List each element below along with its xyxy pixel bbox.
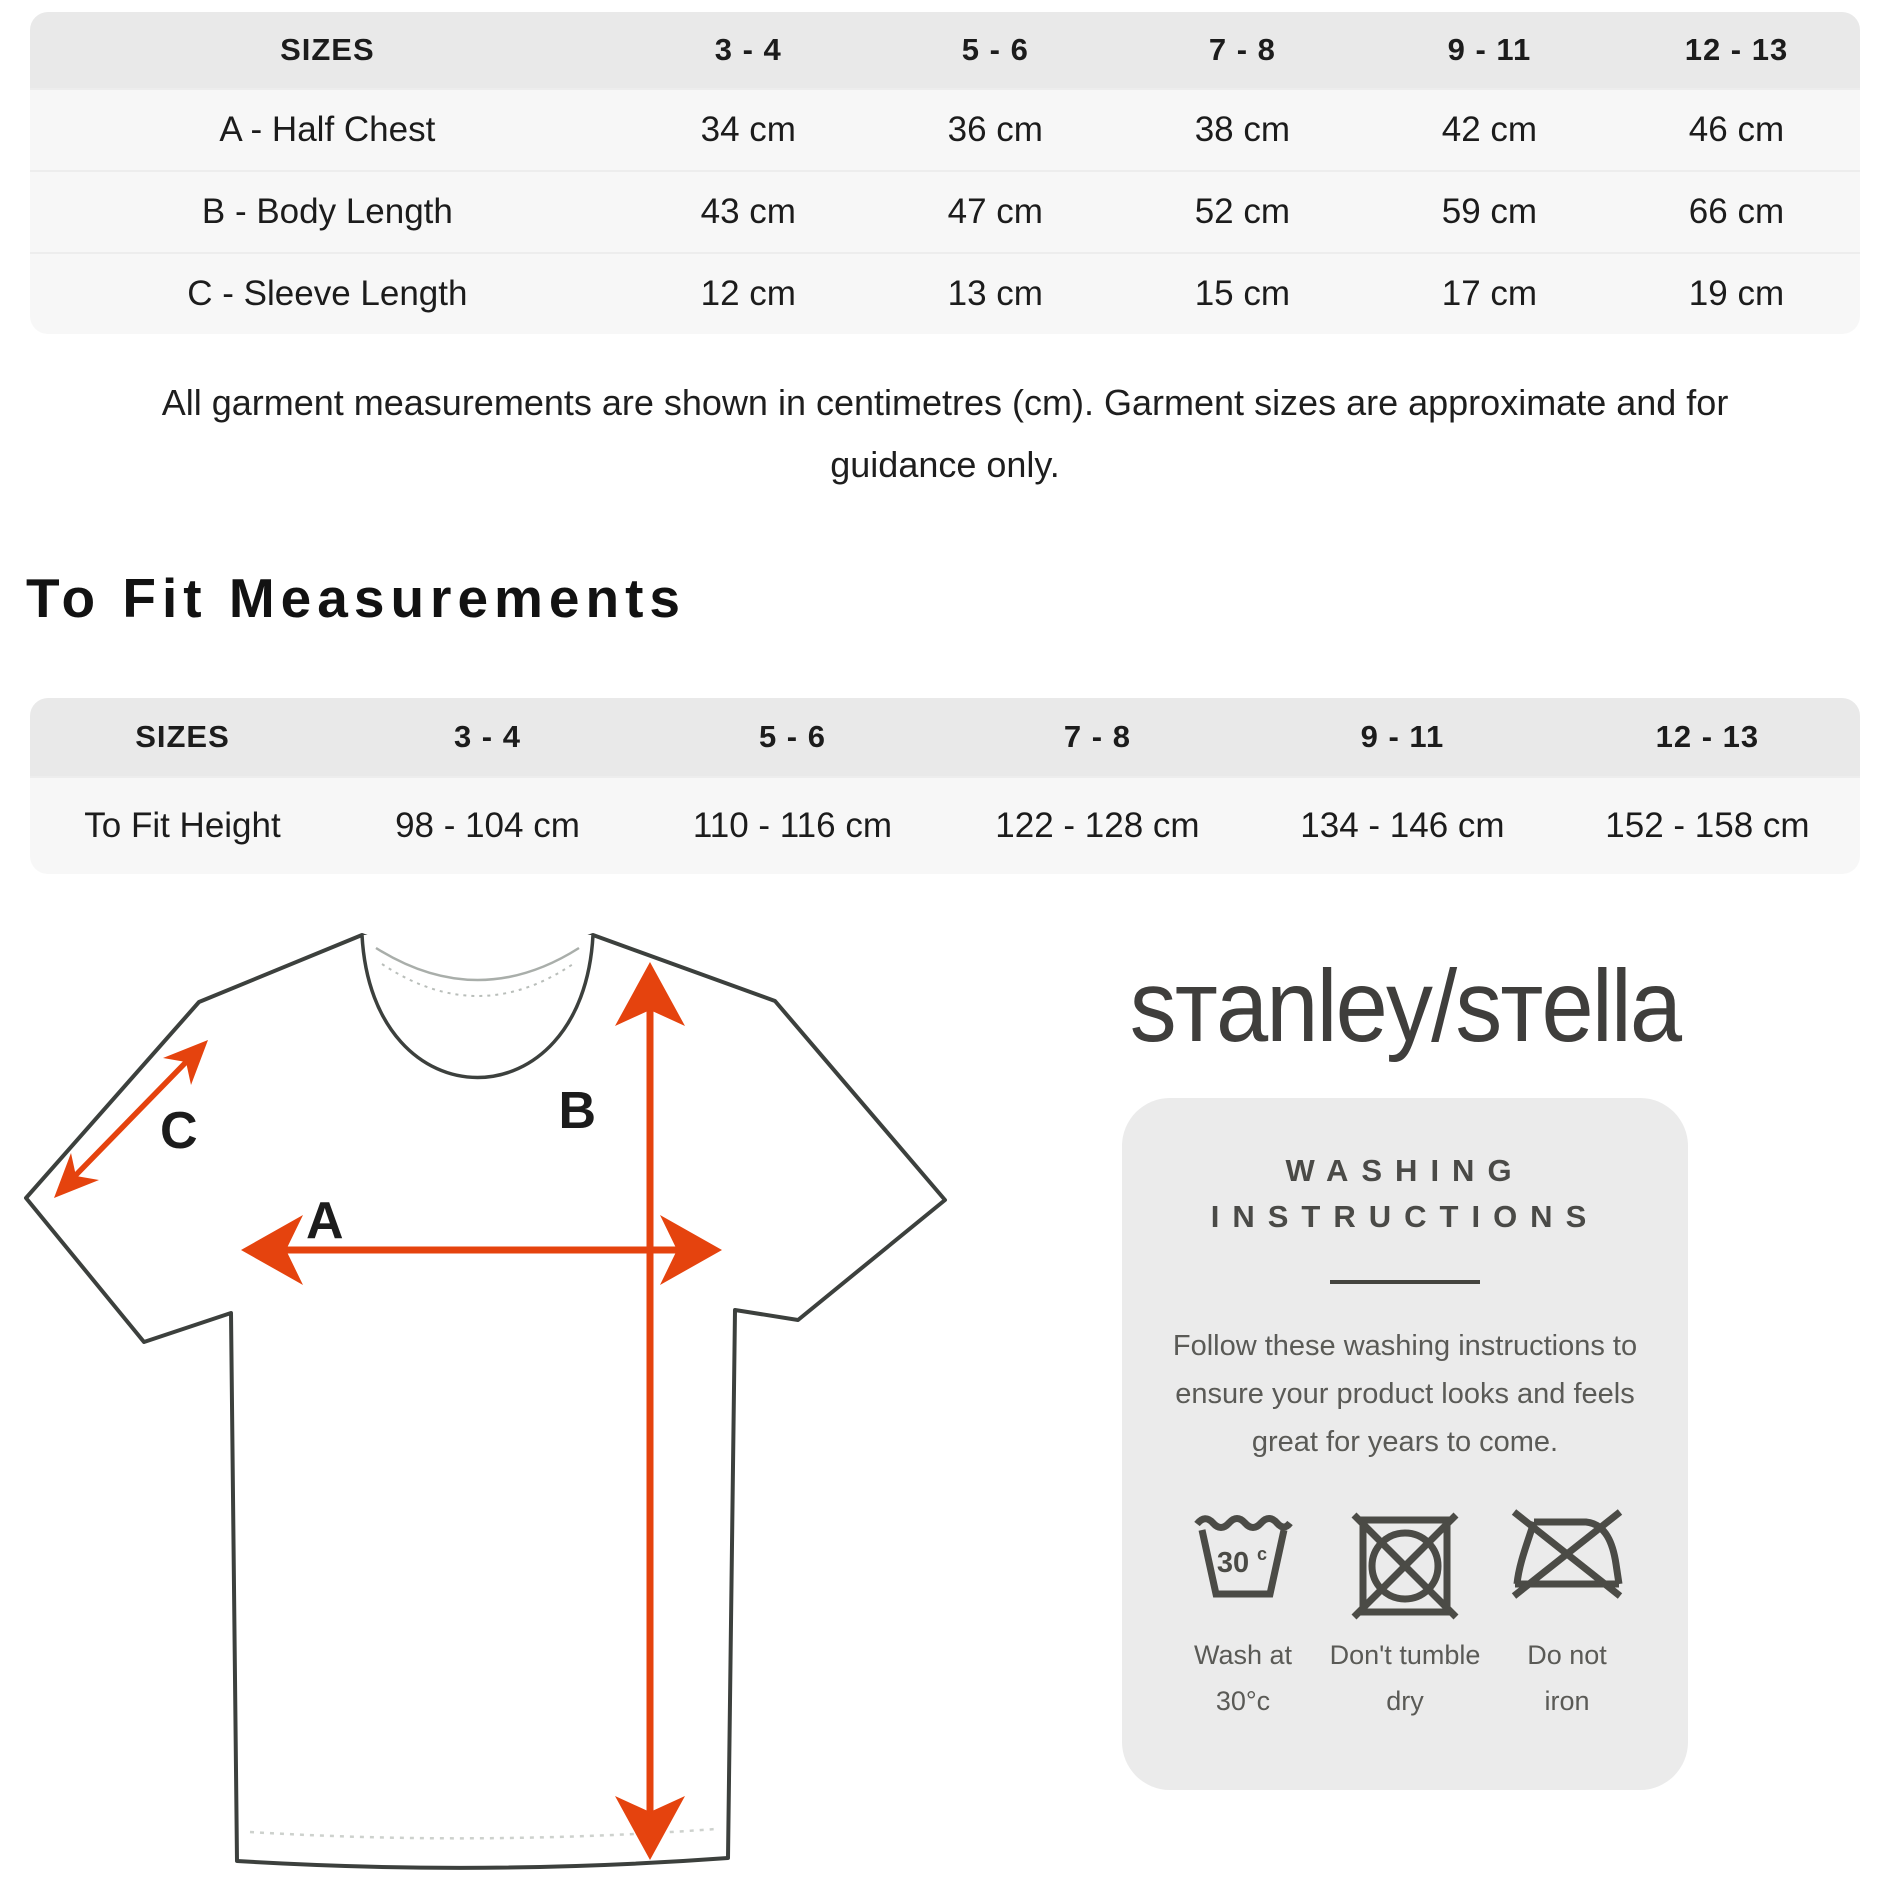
table-header-row <box>30 12 1860 88</box>
cell-value: 122 - 128 cm <box>995 806 1200 845</box>
measurement-note: All garment measurements are shown in centimetres (cm). Garment sizes are approximate and for guidance only. <box>161 382 1729 485</box>
column-header-size-9-11: 9 - 11 <box>1447 32 1532 67</box>
table-header-row <box>30 698 1860 776</box>
column-header-size-3-4: 3 - 4 <box>714 32 782 67</box>
diagram-label-b: B <box>558 1082 596 1140</box>
table-row-sleeve-length <box>30 252 1860 334</box>
wash-30-icon <box>1162 1506 1324 1601</box>
column-header-size-12-13: 12 - 13 <box>1655 719 1760 754</box>
washing-instructions-card <box>1122 1098 1688 1790</box>
cell-value: 46 cm <box>1688 110 1785 149</box>
tshirt-measurement-diagram <box>10 920 960 1880</box>
cell-value: 12 cm <box>700 274 796 313</box>
row-label: C - Sleeve Length <box>187 274 468 313</box>
column-header-sizes: SIZES <box>280 32 375 67</box>
table-row-half-chest <box>30 88 1860 170</box>
cell-value: 34 cm <box>700 110 796 149</box>
washing-card-title-line2: INSTRUCTIONS <box>1210 1199 1600 1234</box>
lower-section <box>0 920 1890 1890</box>
column-header-size-7-8: 7 - 8 <box>1063 719 1131 754</box>
cell-value: 134 - 146 cm <box>1300 806 1505 845</box>
cell-value: 66 cm <box>1688 192 1785 231</box>
to-fit-measurements-heading: To Fit Measurements <box>26 567 687 629</box>
washing-card-body: Follow these washing instructions to ensure your product looks and feels great for years to come. <box>1172 1330 1638 1458</box>
cell-value: 36 cm <box>947 110 1043 149</box>
row-label: B - Body Length <box>201 192 453 231</box>
column-header-size-3-4: 3 - 4 <box>453 719 521 754</box>
column-header-size-9-11: 9 - 11 <box>1360 719 1445 754</box>
cell-value: 59 cm <box>1441 192 1538 231</box>
stanley-stella-logo: sтanley/sтella <box>1129 949 1681 1063</box>
no-iron-label: Do not iron <box>1527 1640 1607 1716</box>
cell-value: 47 cm <box>947 192 1043 231</box>
no-tumble-dry-label: Don't tumble dry <box>1329 1640 1481 1716</box>
washing-icon-labels <box>1162 1632 1648 1724</box>
divider <box>1330 1280 1480 1284</box>
svg-text:c: c <box>1257 1544 1268 1564</box>
cell-value: 152 - 158 cm <box>1605 806 1810 845</box>
row-label: To Fit Height <box>84 806 281 845</box>
column-header-sizes: SIZES <box>135 719 230 754</box>
table-row-body-length <box>30 170 1860 252</box>
cell-value: 98 - 104 cm <box>395 806 580 845</box>
cell-value: 15 cm <box>1194 274 1291 313</box>
cell-value: 13 cm <box>947 274 1043 313</box>
table-row-to-fit-height <box>30 776 1860 874</box>
no-tumble-dry-icon <box>1324 1506 1486 1626</box>
wash-30-label: Wash at 30°c <box>1193 1640 1293 1716</box>
diagram-label-c: C <box>160 1102 198 1160</box>
column-header-size-12-13: 12 - 13 <box>1684 32 1789 67</box>
cell-value: 19 cm <box>1688 274 1785 313</box>
row-label: A - Half Chest <box>219 110 436 149</box>
column-header-size-5-6: 5 - 6 <box>758 719 826 754</box>
cell-value: 43 cm <box>700 192 796 231</box>
cell-value: 42 cm <box>1441 110 1538 149</box>
cell-value: 110 - 116 cm <box>692 806 892 845</box>
column-header-size-7-8: 7 - 8 <box>1208 32 1276 67</box>
washing-card-title <box>1122 1148 1688 1240</box>
diagram-label-a: A <box>306 1192 344 1250</box>
cell-value: 17 cm <box>1441 274 1538 313</box>
no-iron-icon <box>1486 1506 1648 1602</box>
to-fit-table <box>30 698 1860 874</box>
washing-card-title-line1: WASHING <box>1285 1153 1525 1188</box>
cell-value: 52 cm <box>1194 192 1291 231</box>
cell-value: 38 cm <box>1194 110 1291 149</box>
washing-icons-row <box>1162 1506 1648 1628</box>
column-header-size-5-6: 5 - 6 <box>961 32 1029 67</box>
svg-text:30: 30 <box>1216 1547 1250 1579</box>
garment-measurements-table <box>30 12 1860 334</box>
